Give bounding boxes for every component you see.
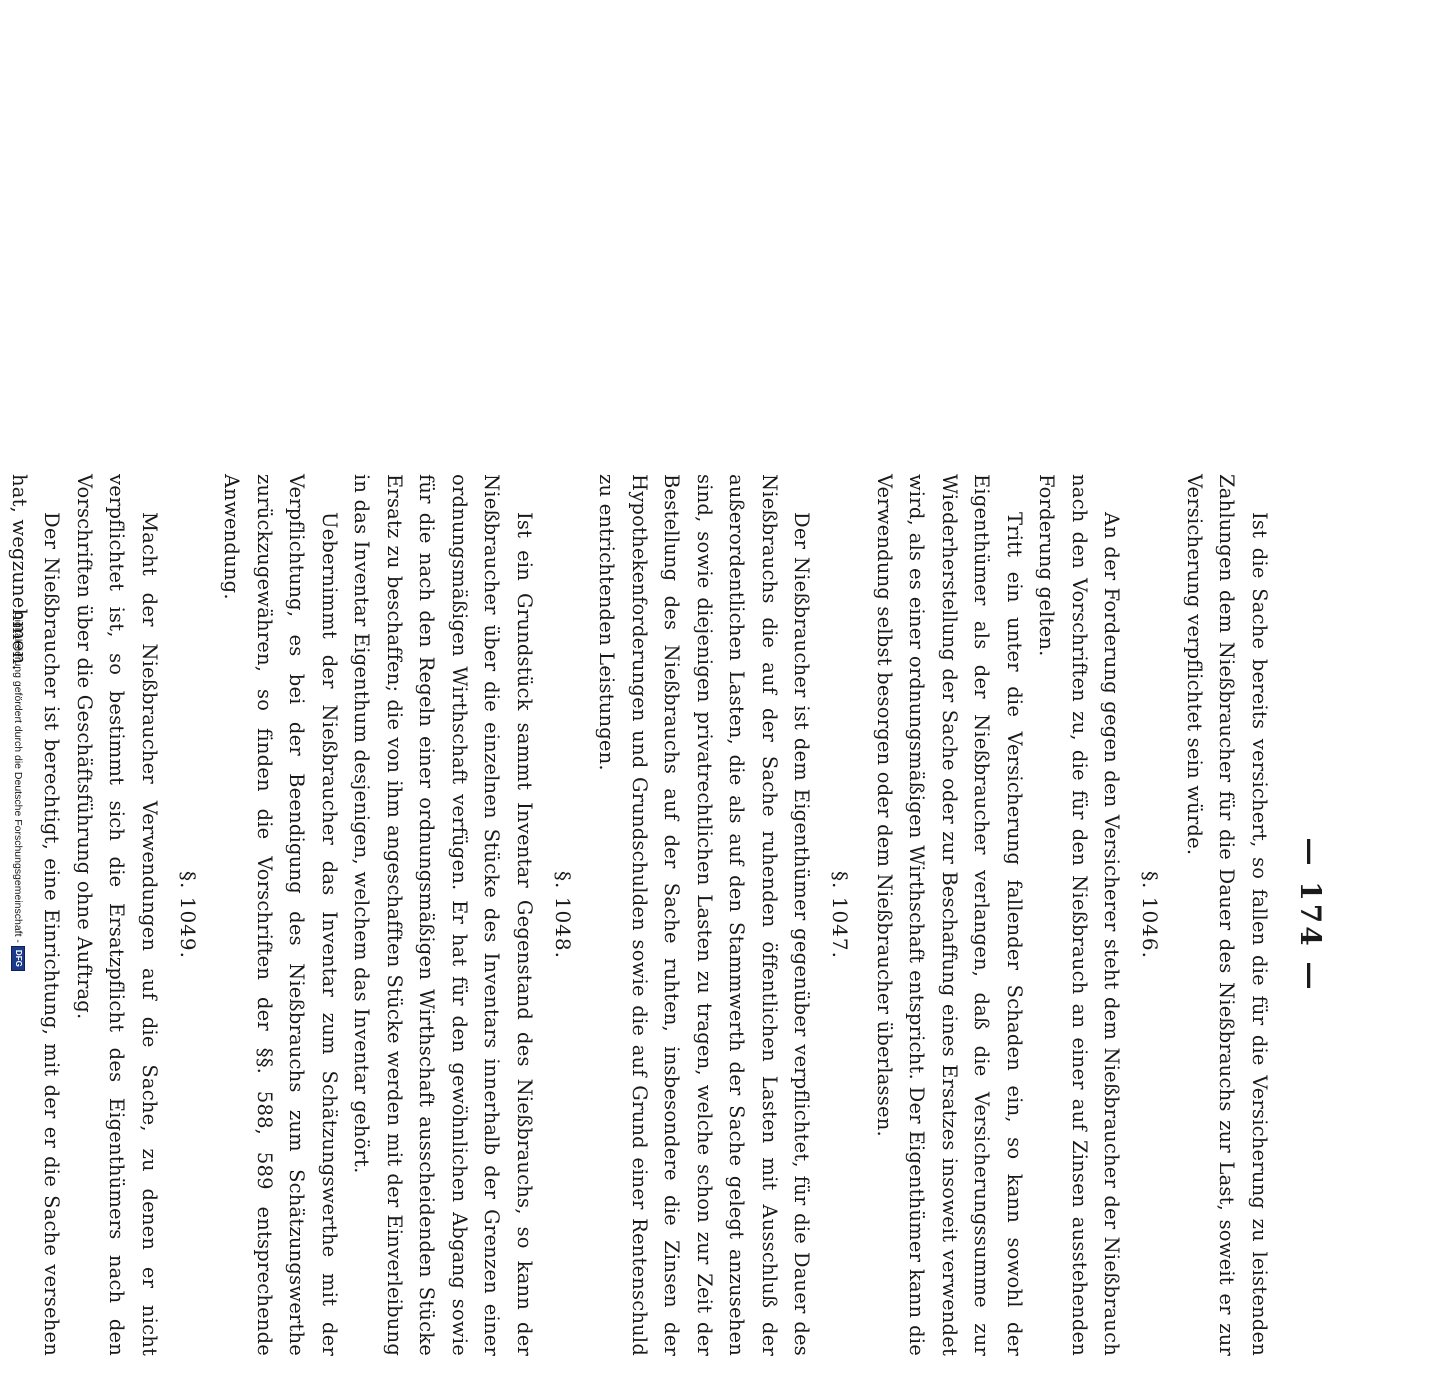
paragraph: Uebernimmt der Nießbraucher das Inventar zum Schätzungswerthe mit der Verpflichtung, es bei der Beendigung des Nießbrauchs zum Schätzungswerthe zurückzugewähren, so finden die Vorschriften der §§. 588, 589 entsprechende Anwendung. xyxy=(220,474,341,1356)
paragraph: Der Nießbraucher ist berechtigt, eine Einrichtung, mit der er die Sache versehen hat, wegzunehmen. xyxy=(8,474,64,1356)
paragraph: Ist die Sache bereits versichert, so fallen die für die Versicherung zu leistenden Zahlungen dem Nießbraucher für die Dauer des Nießbrauchs zur Last, soweit er zur Versicherung verpflichtet sein würde. xyxy=(1183,474,1271,1356)
section-heading: §. 1048. xyxy=(551,871,575,959)
digitization-credit xyxy=(11,612,25,967)
intro-block xyxy=(1178,474,1276,1356)
credit-text: Digitalisierung gefördert durch die Deutsche Forschungsgemeinschaft - xyxy=(12,612,24,943)
paragraph: Ist ein Grundstück sammt Inventar Gegenstand des Nießbrauchs, so kann der Nießbraucher über die einzelnen Stücke des Inventars innerhalb der Grenzen einer ordnungsmäßigen Wirthschaft verfügen. Er hat für den gewöhnlichen Abgang sowie für die nach den Regeln einer ordnungsmäßigen Wirthschaft ausscheidenden Stücke Ersatz zu beschaffen; die von ihm angeschafften Stücke werden mit der Einverleibung in das Inventar Eigenthum desjenigen, welchem das Inventar gehört. xyxy=(350,474,536,1356)
section-1046 xyxy=(868,474,1164,1356)
paragraph: An der Forderung gegen den Versicherer steht dem Nießbraucher der Nießbrauch nach den Vorschriften zu, die für den Nießbrauch an einer auf Zinsen ausstehenden Forderung gelten. xyxy=(1035,474,1124,1356)
dfg-logo-icon: DFG xyxy=(11,946,25,971)
paragraph: Der Nießbraucher ist dem Eigenthümer gegenüber verpflichtet, für die Dauer des Nießbrauchs die auf der Sache ruhenden öffentlichen Lasten mit Ausschluß der außerordentlichen Lasten, die als auf den Stammwerth der Sache gelegt anzusehen sind, sowie diejenigen privatrechtlichen Lasten zu tragen, welche schon zur Zeit der Bestellung des Nießbrauchs auf der Sache ruhten, insbesondere die Zinsen der Hypothekenforderungen und Grundschulden sowie die auf Grund einer Rentenschuld zu entrichtenden Leistungen. xyxy=(595,474,814,1356)
section-1047 xyxy=(590,474,854,1356)
section-heading: §. 1047. xyxy=(828,871,853,959)
page-number: — 174 — xyxy=(1294,837,1327,993)
section-1048 xyxy=(215,474,576,1356)
paragraph: Macht der Nießbraucher Verwendungen auf die Sache, zu denen er nicht verpflichtet ist, so bestimmt sich die Ersatzpflicht des Eigenthümers nach den Vorschriften über die Geschäftsführung ohne Auftrag. xyxy=(73,474,161,1356)
section-heading: §. 1046. xyxy=(1138,871,1163,959)
section-1049 xyxy=(3,474,202,1356)
paragraph: Tritt ein unter die Versicherung fallender Schaden ein, so kann sowohl der Eigenthümer als der Nießbraucher verlangen, daß die Versicherungssumme zur Wiederherstellung der Sache oder zur Beschaffung eines Ersatzes insoweit verwendet wird, als es einer ordnungsmäßigen Wirthschaft entspricht. Der Eigenthümer kann die Verwendung selbst besorgen oder dem Nießbraucher überlassen. xyxy=(873,474,1026,1356)
section-heading: §. 1049. xyxy=(176,871,200,959)
